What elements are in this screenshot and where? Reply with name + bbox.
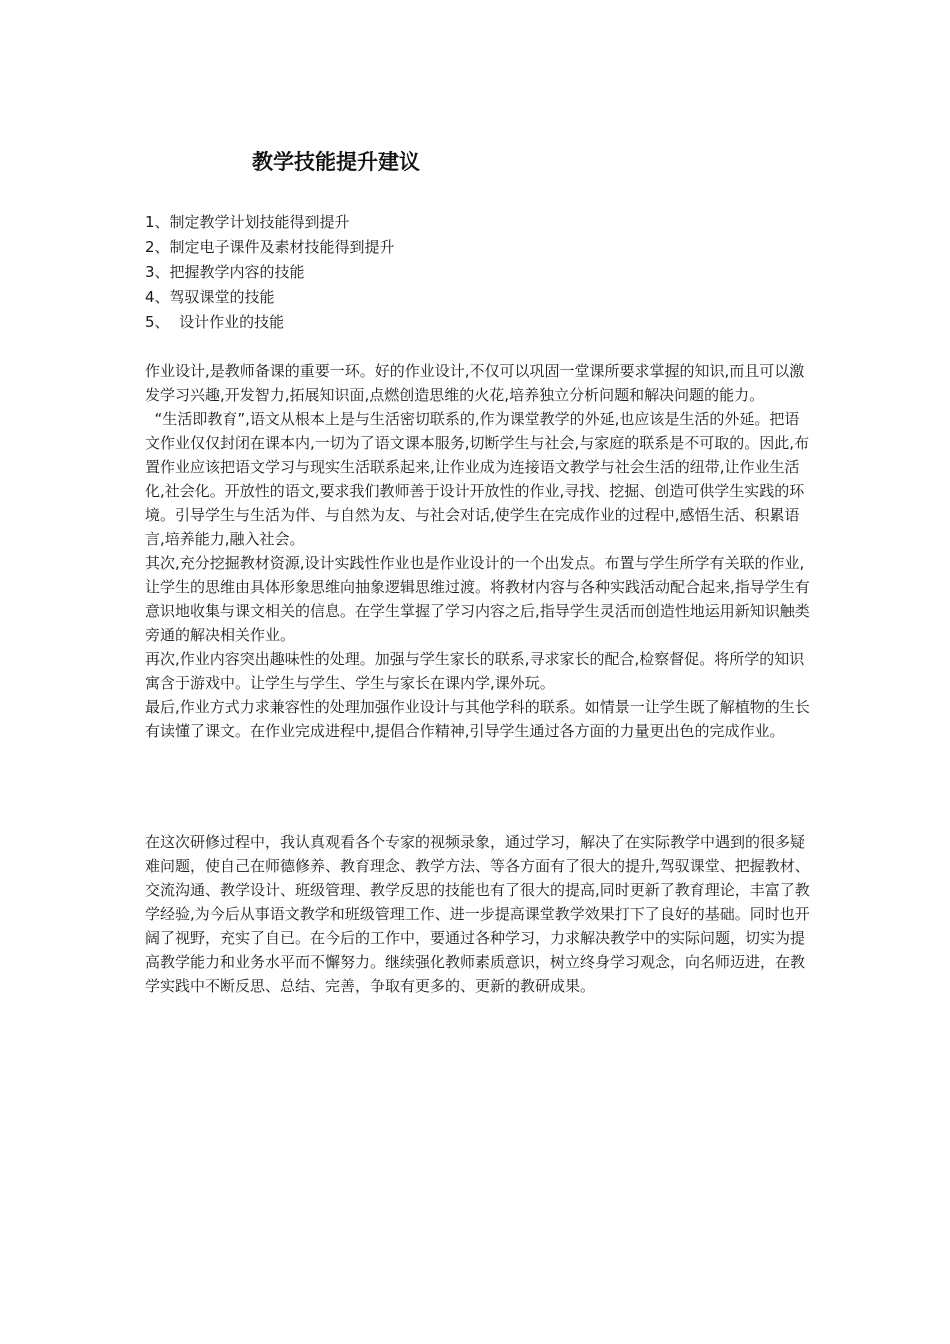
list-item: 2、制定电子课件及素材技能得到提升 [145, 238, 395, 256]
list-item: 1、制定教学计划技能得到提升 [145, 213, 350, 231]
list-item: 5、 设计作业的技能 [145, 313, 285, 331]
paragraph: 作业设计,是教师备课的重要一环。好的作业设计,不仅可以巩固一堂课所要求掌握的知识,而且可以激发学习兴趣,开发智力,拓展知识面,点燃创造思维的火花,培养独立分析问题和解决问题的能力。 [145, 362, 805, 404]
reflection-section [145, 830, 813, 998]
list-item: 3、把握教学内容的技能 [145, 263, 305, 281]
paragraph: 再次,作业内容突出趣味性的处理。加强与学生家长的联系,寻求家长的配合,检察督促。将所学的知识寓含于游戏中。让学生与学生、学生与家长在课内学,课外玩。 [145, 650, 805, 692]
paragraph: 最后,作业方式力求兼容性的处理加强作业设计与其他学科的联系。如情景一让学生既了解植物的生长有读懂了课文。在作业完成进程中,提倡合作精神,引导学生通过各方面的力量更出色的完成作业。 [145, 698, 810, 740]
paragraph: “生活即教育”,语文从根本上是与生活密切联系的,作为课堂教学的外延,也应该是生活的外延。把语文作业仅仅封闭在课本内,一切为了语文课本服务,切断学生与社会,与家庭的联系是不可取的。因此,布置作业应该把语文学习与现实生活联系起来,让作业成为连接语文教学与社会生活的纽带,让作业生活化,社会化。开放性的语文,要求我们教师善于设计开放性的作业,寻找、挖掘、创造可供学生实践的环境。引导学生与生活为伴、与自然为友、与社会对话,使学生在完成作业的过程中,感悟生活、积累语言,培养能力,融入社会。 [145, 410, 810, 548]
skills-list [145, 210, 395, 335]
homework-design-section [145, 359, 813, 743]
paragraph: 在这次研修过程中，我认真观看各个专家的视频录象，通过学习，解决了在实际教学中遇到的很多疑难问题，使自己在师德修养、教育理念、教学方法、等各方面有了很大的提升,驾驭课堂、把握教材、交流沟通、教学设计、班级管理、教学反思的技能也有了很大的提高,同时更新了教育理论，丰富了教学经验,为今后从事语文教学和班级管理工作、进一步提高课堂教学效果打下了良好的基础。同时也开阔了视野，充实了自已。在今后的工作中，要通过各种学习，力求解决教学中的实际问题，切实为提高教学能力和业务水平而不懈努力。继续强化教师素质意识，树立终身学习观念，向名师迈进，在教学实践中不断反思、总结、完善，争取有更多的、更新的教研成果。 [145, 833, 810, 995]
paragraph: 其次,充分挖掘教材资源,设计实践性作业也是作业设计的一个出发点。布置与学生所学有关联的作业,让学生的思维由具体形象思维向抽象逻辑思维过渡。将教材内容与各种实践活动配合起来,指导学生有意识地收集与课文相关的信息。在学生掌握了学习内容之后,指导学生灵活而创造性地运用新知识触类旁通的解决相关作业。 [145, 554, 810, 644]
list-item: 4、驾驭课堂的技能 [145, 288, 275, 306]
page-title: 教学技能提升建议 [252, 150, 420, 174]
